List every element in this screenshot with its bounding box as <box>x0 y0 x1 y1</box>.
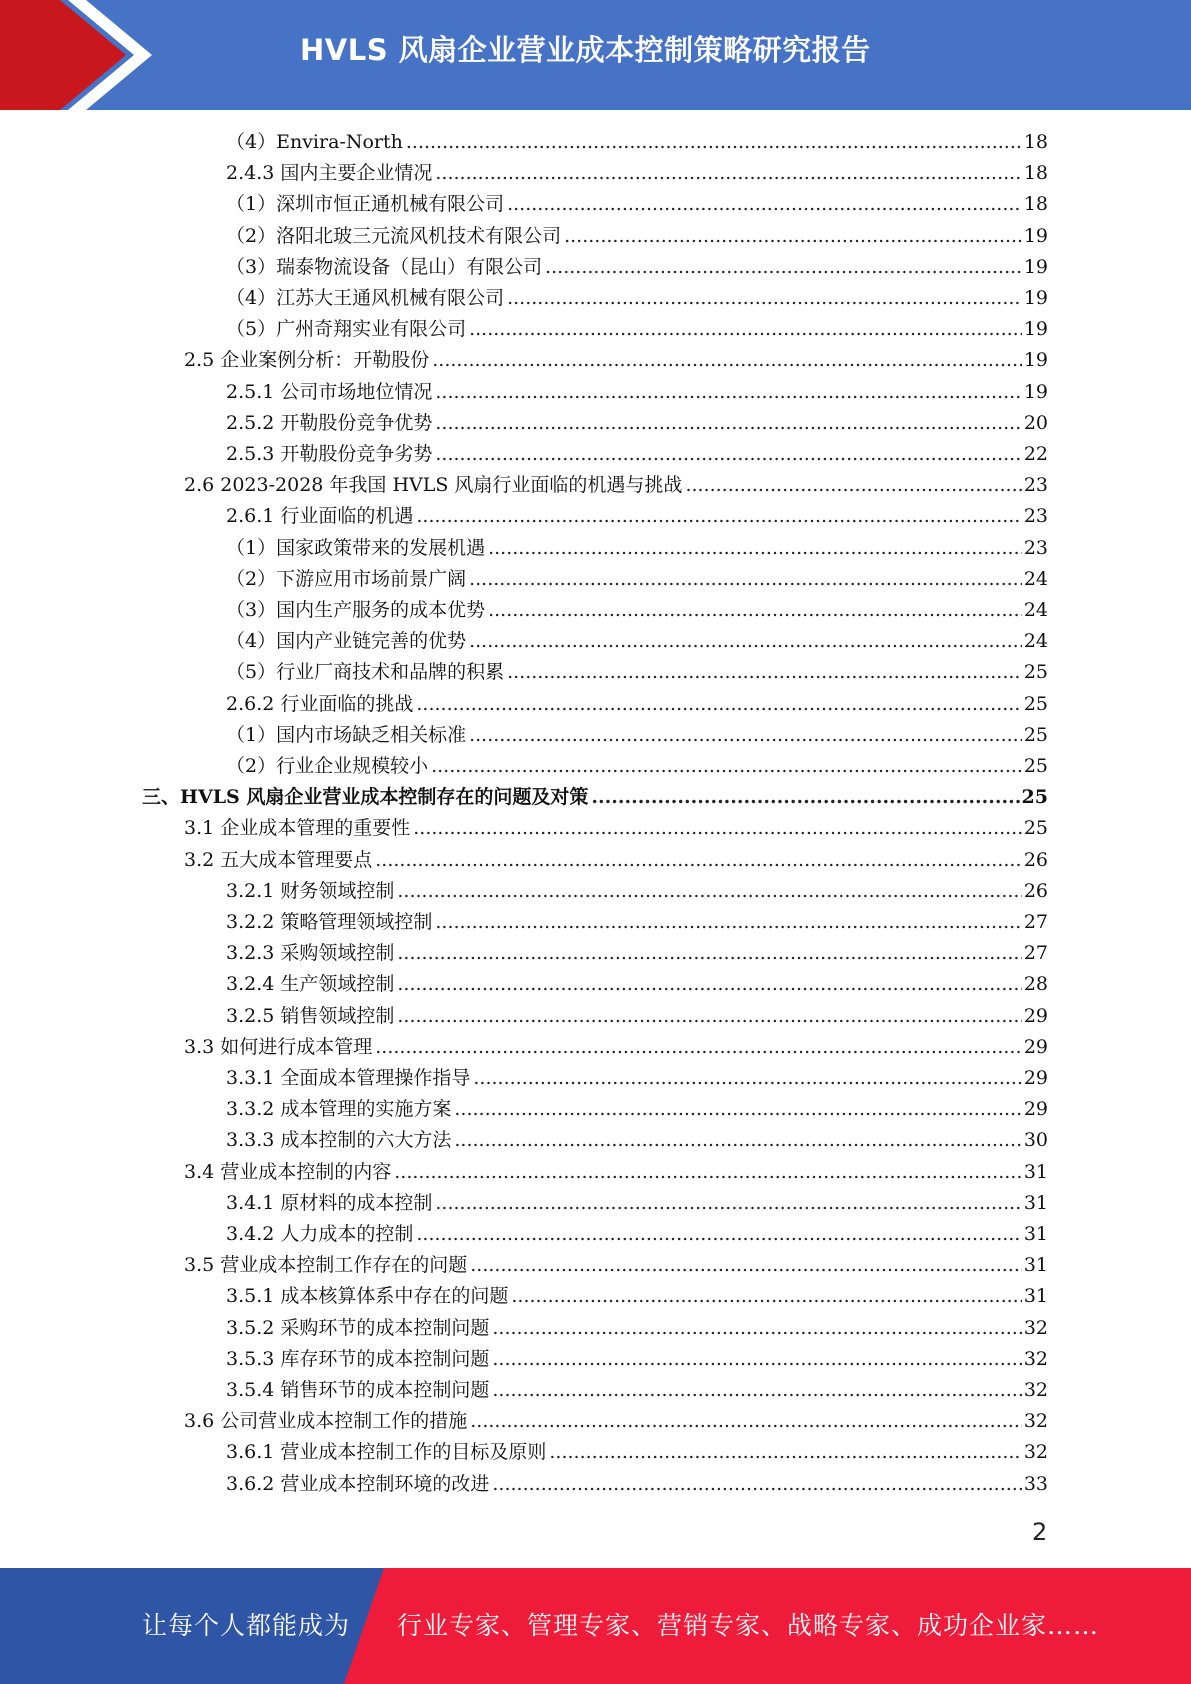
toc-entry-page: 18 <box>1023 162 1048 184</box>
toc-entry[interactable] <box>226 158 1048 189</box>
toc-entry[interactable] <box>226 127 1048 158</box>
toc-entry[interactable] <box>226 1281 1048 1312</box>
toc-entry[interactable] <box>226 1437 1048 1468</box>
toc-entry[interactable] <box>226 189 1048 220</box>
toc-leader-dots <box>416 501 1021 532</box>
toc-entry[interactable] <box>184 345 1048 376</box>
toc-entry-label: 2.5.2 开勒股份竞争优势 <box>226 412 433 434</box>
toc-entry-page: 19 <box>1023 349 1048 371</box>
toc-entry[interactable] <box>142 782 1048 813</box>
footer-slogan-right: 行业专家、管理专家、营销专家、战略专家、成功企业家…… <box>397 1611 1100 1640</box>
toc-entry-label: 3.4.2 人力成本的控制 <box>226 1223 414 1245</box>
toc-leader-dots <box>507 657 1022 688</box>
toc-leader-dots <box>507 189 1022 220</box>
toc-entry-page: 29 <box>1023 1005 1048 1027</box>
toc-leader-dots <box>435 1188 1021 1219</box>
toc-entry-page: 25 <box>1021 786 1048 808</box>
toc-leader-dots <box>564 221 1022 252</box>
toc-entry-label: 3.6 公司营业成本控制工作的措施 <box>184 1410 468 1432</box>
toc-entry-label: 3.4.1 原材料的成本控制 <box>226 1192 433 1214</box>
toc-entry-page: 19 <box>1023 225 1048 247</box>
toc-entry-label: （4）国内产业链完善的优势 <box>226 630 467 652</box>
toc-entry-label: （4）江苏大王通风机械有限公司 <box>226 287 505 309</box>
toc-entry-label: 3.2.5 销售领域控制 <box>226 1005 395 1027</box>
toc-entry[interactable] <box>226 533 1048 564</box>
toc-entry-label: 3.2.3 采购领域控制 <box>226 942 395 964</box>
toc-entry-label: （2）行业企业规模较小 <box>226 755 429 777</box>
toc-entry-page: 19 <box>1023 256 1048 278</box>
toc-entry-label: 2.6.2 行业面临的挑战 <box>226 693 414 715</box>
toc-entry[interactable] <box>226 283 1048 314</box>
toc-entry-label: 3.6.2 营业成本控制环境的改进 <box>226 1473 490 1495</box>
toc-entry[interactable] <box>226 1125 1048 1156</box>
toc-entry[interactable] <box>226 720 1048 751</box>
toc-leader-dots <box>375 845 1022 876</box>
toc-entry[interactable] <box>226 501 1048 532</box>
toc-entry[interactable] <box>226 314 1048 345</box>
toc-leader-dots <box>397 969 1021 1000</box>
toc-entry[interactable] <box>184 1157 1048 1188</box>
toc-entry-page: 31 <box>1023 1161 1048 1183</box>
toc-entry-page: 28 <box>1023 973 1048 995</box>
toc-leader-dots <box>435 907 1021 938</box>
toc-entry-label: （1）国内市场缺乏相关标准 <box>226 724 467 746</box>
toc-leader-dots <box>473 1063 1021 1094</box>
toc-entry-label: 2.6.1 行业面临的机遇 <box>226 505 414 527</box>
toc-entry[interactable] <box>226 876 1048 907</box>
toc-entry[interactable] <box>226 1001 1048 1032</box>
toc-entry-page: 32 <box>1023 1410 1048 1432</box>
toc-entry-page: 24 <box>1023 599 1048 621</box>
toc-entry[interactable] <box>226 221 1048 252</box>
toc-entry[interactable] <box>226 1063 1048 1094</box>
page-footer <box>0 1568 1191 1684</box>
page-number: 2 <box>1032 1518 1048 1546</box>
toc-leader-dots <box>469 564 1022 595</box>
toc-entry-page: 19 <box>1023 287 1048 309</box>
toc-leader-dots <box>549 1437 1021 1468</box>
toc-entry-label: 2.6 2023-2028 年我国 HVLS 风扇行业面临的机遇与挑战 <box>184 474 683 496</box>
toc-entry-page: 27 <box>1023 942 1048 964</box>
toc-entry-label: 三、HVLS 风扇企业营业成本控制存在的问题及对策 <box>142 786 589 808</box>
toc-entry-label: 3.2 五大成本管理要点 <box>184 849 373 871</box>
toc-entry[interactable] <box>184 470 1048 501</box>
toc-leader-dots <box>431 751 1022 782</box>
toc-leader-dots <box>435 158 1021 189</box>
toc-entry[interactable] <box>184 813 1048 844</box>
toc-leader-dots <box>470 1406 1022 1437</box>
footer-slogan-left: 让每个人都能成为 <box>142 1611 351 1640</box>
toc-entry-page: 32 <box>1023 1348 1048 1370</box>
toc-entry-page: 25 <box>1023 755 1048 777</box>
toc-entry-page: 18 <box>1023 131 1048 153</box>
toc-entry-label: （3）国内生产服务的成本优势 <box>226 599 486 621</box>
toc-entry-page: 24 <box>1023 568 1048 590</box>
toc-entry[interactable] <box>226 1344 1048 1375</box>
toc-entry-page: 19 <box>1023 381 1048 403</box>
toc-entry-label: （2）洛阳北玻三元流风机技术有限公司 <box>226 225 562 247</box>
toc-entry-page: 23 <box>1023 474 1048 496</box>
toc-leader-dots <box>435 377 1021 408</box>
toc-entry-label: 3.5.1 成本核算体系中存在的问题 <box>226 1285 509 1307</box>
toc-entry-label: 3.1 企业成本管理的重要性 <box>184 817 411 839</box>
toc-leader-dots <box>488 533 1022 564</box>
toc-entry-label: （5）广州奇翔实业有限公司 <box>226 318 467 340</box>
toc-entry-page: 32 <box>1023 1441 1048 1463</box>
toc-entry[interactable] <box>226 626 1048 657</box>
toc-entry[interactable] <box>226 439 1048 470</box>
toc-leader-dots <box>397 938 1021 969</box>
toc-entry-page: 31 <box>1023 1223 1048 1245</box>
toc-entry[interactable] <box>184 1250 1048 1281</box>
toc-leader-dots <box>488 595 1022 626</box>
toc-entry-label: 3.4 营业成本控制的内容 <box>184 1161 392 1183</box>
red-arrow-logo-icon <box>0 0 160 110</box>
toc-leader-dots <box>469 720 1022 751</box>
toc-leader-dots <box>416 1219 1021 1250</box>
toc-leader-dots <box>413 813 1022 844</box>
toc-entry[interactable] <box>226 1313 1048 1344</box>
toc-entry-page: 29 <box>1023 1036 1048 1058</box>
toc-entry-page: 24 <box>1023 630 1048 652</box>
toc-entry-label: 3.6.1 营业成本控制工作的目标及原则 <box>226 1441 547 1463</box>
toc-entry-label: 3.5.2 采购环节的成本控制问题 <box>226 1317 490 1339</box>
toc-entry-page: 29 <box>1023 1098 1048 1120</box>
toc-entry[interactable] <box>226 1219 1048 1250</box>
toc-leader-dots <box>507 283 1022 314</box>
toc-entry-page: 32 <box>1023 1379 1048 1401</box>
toc-leader-dots <box>397 1001 1021 1032</box>
toc-entry[interactable] <box>226 595 1048 626</box>
toc-entry-page: 26 <box>1023 849 1048 871</box>
toc-entry-page: 25 <box>1023 661 1048 683</box>
report-title: HVLS 风扇企业营业成本控制策略研究报告 <box>300 33 871 67</box>
toc-leader-dots <box>435 408 1021 439</box>
toc-entry-page: 33 <box>1023 1473 1048 1495</box>
toc-entry-page: 32 <box>1023 1317 1048 1339</box>
toc-entry-label: 3.2.1 财务领域控制 <box>226 880 395 902</box>
toc-entry[interactable] <box>226 657 1048 688</box>
toc-leader-dots <box>492 1313 1021 1344</box>
toc-entry[interactable] <box>226 969 1048 1000</box>
toc-leader-dots <box>375 1032 1022 1063</box>
toc-entry-label: 3.5.4 销售环节的成本控制问题 <box>226 1379 490 1401</box>
toc-entry-page: 25 <box>1023 817 1048 839</box>
toc-entry-label: （1）国家政策带来的发展机遇 <box>226 537 486 559</box>
toc-entry-label: 3.2.4 生产领域控制 <box>226 973 395 995</box>
toc-entry-label: 3.3.2 成本管理的实施方案 <box>226 1098 452 1120</box>
toc-entry[interactable] <box>184 1032 1048 1063</box>
toc-leader-dots <box>454 1125 1021 1156</box>
toc-entry[interactable] <box>226 938 1048 969</box>
toc-entry-label: 2.5.3 开勒股份竞争劣势 <box>226 443 433 465</box>
toc-entry-page: 30 <box>1023 1129 1048 1151</box>
toc-entry-label: 3.5 营业成本控制工作存在的问题 <box>184 1254 468 1276</box>
toc-entry-page: 20 <box>1023 412 1048 434</box>
toc-entry-page: 18 <box>1023 193 1048 215</box>
toc-leader-dots <box>469 314 1022 345</box>
toc-entry[interactable] <box>226 408 1048 439</box>
toc-entry[interactable] <box>226 377 1048 408</box>
toc-leader-dots <box>435 439 1021 470</box>
toc-entry-label: 2.5.1 公司市场地位情况 <box>226 381 433 403</box>
toc-entry-label: 3.3.1 全面成本管理操作指导 <box>226 1067 471 1089</box>
toc-entry-label: 2.5 企业案例分析：开勒股份 <box>184 349 430 371</box>
toc-leader-dots <box>454 1094 1021 1125</box>
toc-entry[interactable] <box>226 1469 1048 1500</box>
toc-leader-dots <box>511 1281 1021 1312</box>
toc-entry-label: （5）行业厂商技术和品牌的积累 <box>226 661 505 683</box>
page-header <box>0 0 1191 110</box>
toc-entry-label: （4）Envira-North <box>226 131 403 153</box>
toc-entry-page: 31 <box>1023 1285 1048 1307</box>
toc-entry[interactable] <box>184 845 1048 876</box>
toc-entry-label: 2.4.3 国内主要企业情况 <box>226 162 433 184</box>
toc-leader-dots <box>416 689 1021 720</box>
toc-entry-page: 31 <box>1023 1192 1048 1214</box>
toc-entry[interactable] <box>226 689 1048 720</box>
toc-leader-dots <box>406 127 1022 158</box>
toc-entry-page: 19 <box>1023 318 1048 340</box>
toc-entry-page: 27 <box>1023 911 1048 933</box>
toc-leader-dots <box>470 1250 1022 1281</box>
toc-leader-dots <box>492 1344 1021 1375</box>
toc-entry-page: 22 <box>1023 443 1048 465</box>
toc-entry-label: （1）深圳市恒正通机械有限公司 <box>226 193 505 215</box>
toc-leader-dots <box>591 782 1019 813</box>
toc-entry-page: 23 <box>1023 505 1048 527</box>
toc-entry[interactable] <box>226 1375 1048 1406</box>
toc-entry-label: 3.3 如何进行成本管理 <box>184 1036 373 1058</box>
toc-entry[interactable] <box>226 1094 1048 1125</box>
toc-entry[interactable] <box>226 751 1048 782</box>
toc-entry[interactable] <box>226 564 1048 595</box>
toc-leader-dots <box>545 252 1022 283</box>
toc-entry-page: 31 <box>1023 1254 1048 1276</box>
toc-leader-dots <box>469 626 1022 657</box>
toc-entry-page: 25 <box>1023 724 1048 746</box>
toc-entry-page: 26 <box>1023 880 1048 902</box>
toc-leader-dots <box>432 345 1022 376</box>
toc-entry-label: （2）下游应用市场前景广阔 <box>226 568 467 590</box>
toc-entry[interactable] <box>226 1188 1048 1219</box>
toc-entry[interactable] <box>226 252 1048 283</box>
toc-entry-page: 25 <box>1023 693 1048 715</box>
toc-entry-label: 3.3.3 成本控制的六大方法 <box>226 1129 452 1151</box>
toc-leader-dots <box>397 876 1021 907</box>
toc-entry-page: 23 <box>1023 537 1048 559</box>
toc-leader-dots <box>685 470 1021 501</box>
toc-entry-label: 3.5.3 库存环节的成本控制问题 <box>226 1348 490 1370</box>
toc-entry-label: 3.2.2 策略管理领域控制 <box>226 911 433 933</box>
toc-entry-page: 29 <box>1023 1067 1048 1089</box>
toc-leader-dots <box>394 1157 1022 1188</box>
toc-leader-dots <box>492 1375 1021 1406</box>
toc-entry[interactable] <box>226 907 1048 938</box>
toc-entry-label: （3）瑞泰物流设备（昆山）有限公司 <box>226 256 543 278</box>
toc-entry[interactable] <box>184 1406 1048 1437</box>
toc-leader-dots <box>492 1469 1021 1500</box>
